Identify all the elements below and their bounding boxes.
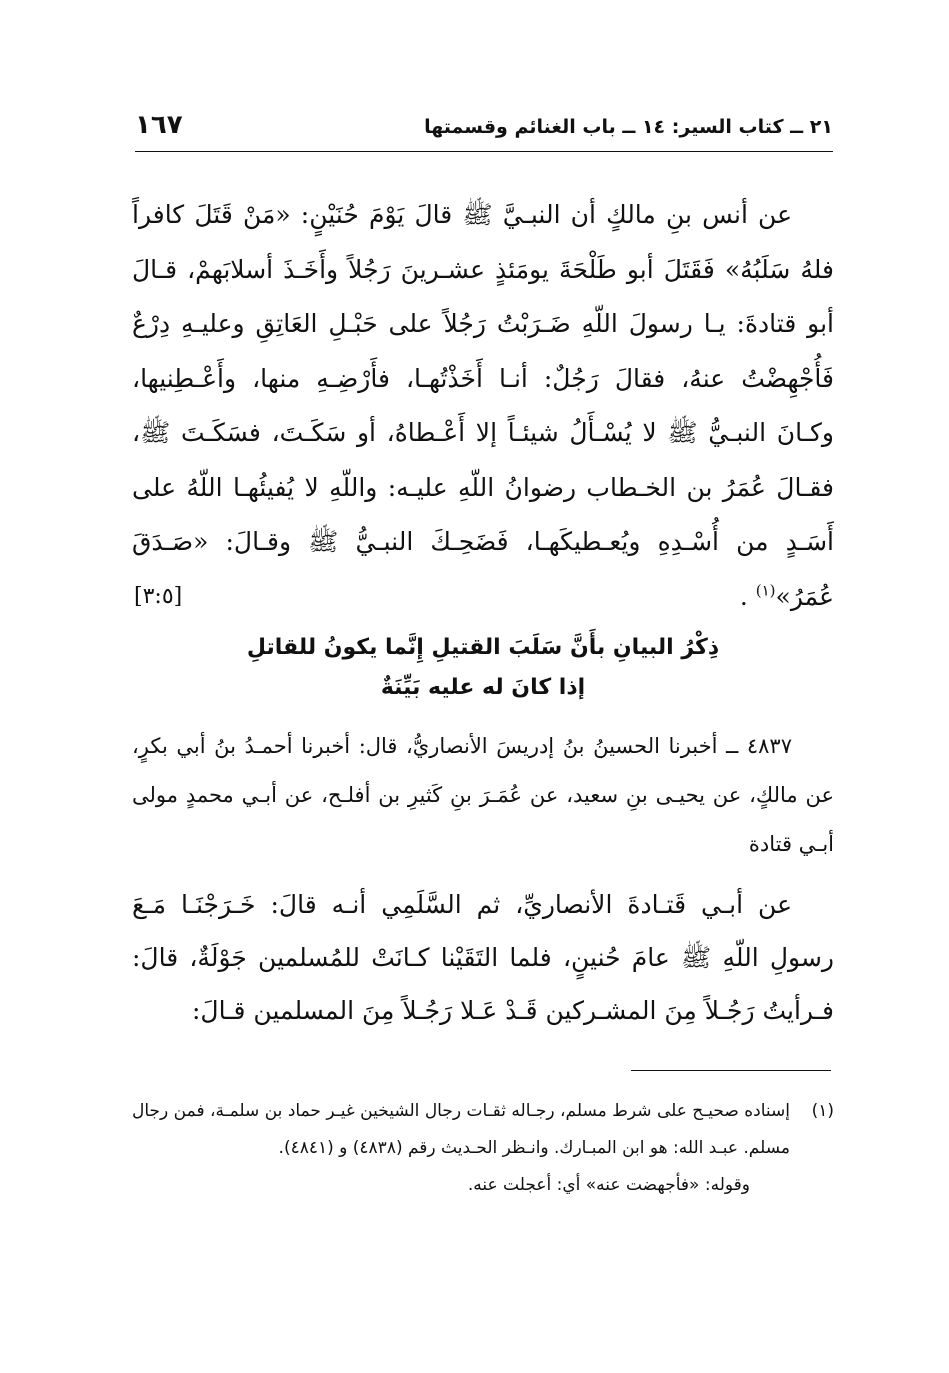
footnotes [132, 1093, 834, 1204]
footnote-1 [132, 1093, 834, 1167]
footnote-divider [631, 1070, 831, 1071]
hadith-chain-of-narration [132, 722, 834, 869]
hadith-text-1 [132, 188, 834, 628]
hadith-1-body: عن أنس بنِ مالكٍ أن النبـيَّ ﷺ قالَ يَوْمَ حُنَيْنٍ: «مَنْ قَتَلَ كافراً فلهُ سَلَبُهُ» فَقَتَلَ أبو طَلْحَةَ يومَئذٍ عشـرينَ رَجُلاً وأَخَـذَ أسلابَهمْ، قـالَ أبو قتادةَ: يـا رسولَ اللّهِ ضَـرَبْتُ رَجُلاً على حَبْـلِ العَاتِقِ وعليـهِ دِرْعٌ فَأُجْهِضْتُ عنهُ، فقالَ رَجُلٌ: أنـا أَخَذْتُهـا، فأَرْضِـهِ منها، وأَعْـطِنيها، وكـانَ النبـيُّ ﷺ لا يُسْـأَلُ شيئـاً إلا أَعْـطاهُ، أو سَكَـتَ، فسَكَـتَ ﷺ، فقـالَ عُمَرُ بن الخـطاب رضوانُ اللّهِ عليـه: واللّهِ لا يُفيئُهـا اللّهُ على أَسَـدٍ من أُسْـدِهِ ويُعـطيكَهـا، فَضَحِـكَ النبـيُّ ﷺ وقـالَ: «صَـدَقَ عُمَرُ» [132, 200, 834, 611]
footnote-ref-1[interactable]: (١) [755, 581, 776, 600]
footnote-gloss: وقوله: «فأجهضت عنه» أي: أعجلت عنه. [467, 1175, 750, 1195]
end-punctuation: . [739, 581, 748, 611]
chapter-title: ٢١ ــ كتاب السير: ١٤ ــ باب الغنائم وقسمتها [424, 116, 833, 138]
footnote-mark: (١) [811, 1101, 834, 1121]
hadith-2-body: عن أبـي قَتـادةَ الأنصاريِّ، ثم السَّلَمِي أنـه قالَ: خَـرَجْنَـا مَـعَ رسولِ اللّهِ ﷺ عامَ حُنينٍ، فلما التَقَيْنا كـانَتْ للمُسلمين جَوْلَةٌ، قالَ: فـرأيتُ رَجُـلاً مِنَ المشـركين قَـدْ عَـلا رَجُـلاً مِنَ المسلمين قـالَ: [132, 890, 834, 1025]
hadith-reference: [٣:٥] [134, 583, 183, 609]
section-heading [132, 628, 834, 708]
header-divider [135, 151, 833, 152]
heading-line-2: إذا كانَ له عليه بَيِّنَةٌ [380, 675, 586, 700]
isnad-text: ٤٨٣٧ ــ أخبرنا الحسينُ بنُ إدريسَ الأنصاريُّ، قال: أخبرنا أحمـدُ بنُ أبي بكرٍ، عن مالكٍ، عن يحيـى بنِ سعيد، عن عُمَـرَ بنِ كَثيرِ بن أفلـح، عن أبـي محمدٍ مولى أبـي قتادة [132, 734, 834, 856]
footnote-text: إسناده صحيـح على شرط مسلم، رجـاله ثقـات رجال الشيخين غيـر حماد بن سلمـة، فمن رجال مسلم. عبـد الله: هو ابن المبـارك. وانـظر الحـديث رقم (٤٨٣٨) و (٤٨٤١). [132, 1101, 790, 1158]
heading-line-1: ذِكْرُ البيانِ بأَنَّ سَلَبَ القتيلِ إِنَّما يكونُ للقاتلِ [246, 635, 720, 660]
running-header [135, 108, 833, 148]
hadith-text-2 [132, 878, 834, 1037]
page-number: ١٦٧ [135, 110, 183, 140]
